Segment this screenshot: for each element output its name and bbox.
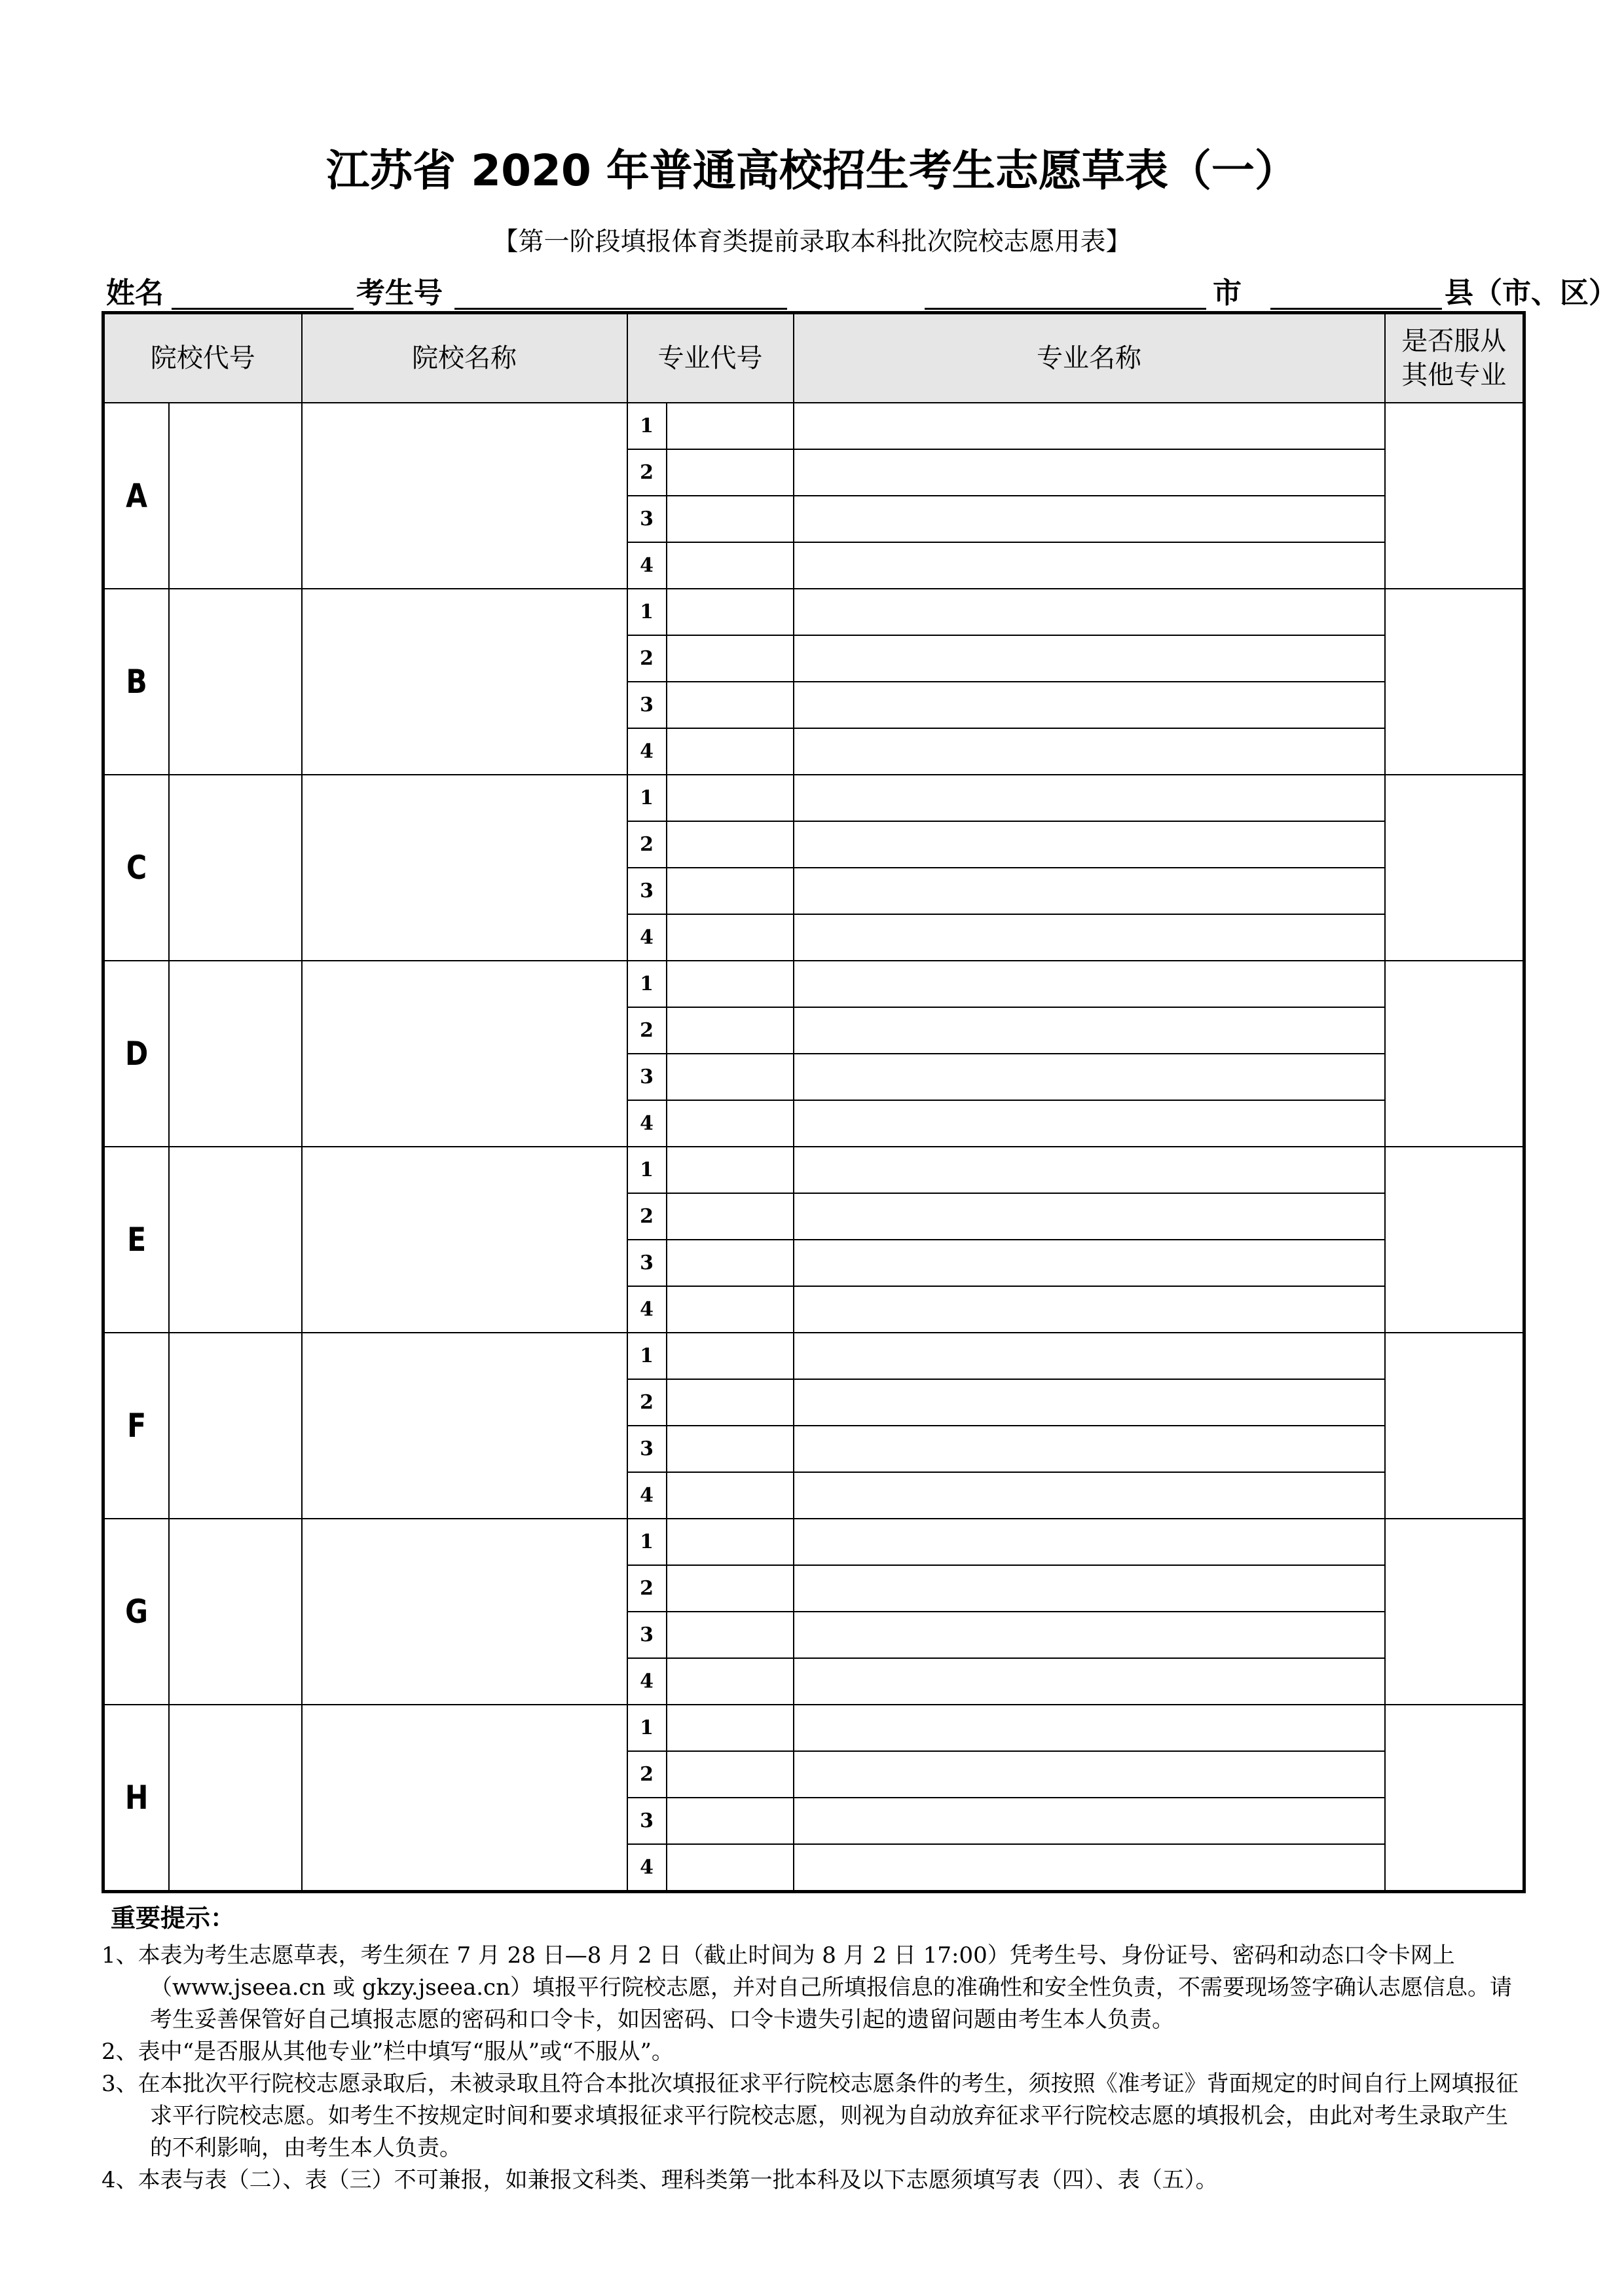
accept-other-major-cell[interactable] (1385, 1519, 1524, 1705)
major-index: 4 (627, 1844, 667, 1892)
table-row (103, 1147, 1524, 1193)
major-index: 3 (627, 1240, 667, 1286)
major-index: 3 (627, 1612, 667, 1658)
major-index: 2 (627, 1379, 667, 1426)
major-name-cell[interactable] (794, 1379, 1385, 1426)
school-code-cell[interactable] (169, 403, 302, 589)
accept-other-major-cell[interactable] (1385, 403, 1524, 589)
accept-other-major-cell[interactable] (1385, 961, 1524, 1147)
table-row (103, 961, 1524, 1007)
major-name-cell[interactable] (794, 1519, 1385, 1565)
header-accept-other-major (1385, 313, 1524, 403)
exam-number-label: 考生号 (356, 276, 443, 310)
major-code-cell[interactable] (667, 868, 794, 914)
major-name-cell[interactable] (794, 1658, 1385, 1705)
table-row (103, 1519, 1524, 1565)
note-item: 4、本表与表（二）、表（三）不可兼报，如兼报文科类、理科类第一批本科及以下志愿须填写表（四）、表（五）。 (101, 2167, 1218, 2193)
school-code-cell[interactable] (169, 1705, 302, 1892)
major-code-cell[interactable] (667, 635, 794, 682)
major-index: 3 (627, 1426, 667, 1472)
group-letter: G (108, 1519, 164, 1705)
major-index: 2 (627, 821, 667, 868)
major-code-cell[interactable] (667, 1658, 794, 1705)
major-name-cell[interactable] (794, 821, 1385, 868)
school-name-cell[interactable] (302, 961, 627, 1147)
major-index: 2 (627, 1193, 667, 1240)
group-letter: H (108, 1705, 164, 1892)
major-code-cell[interactable] (667, 1705, 794, 1751)
major-name-cell[interactable] (794, 775, 1385, 821)
note-item: 1、本表为考生志愿草表，考生须在 7 月 28 日—8 月 2 日（截止时间为 8 月 2 日 17:00）凭考生号、身份证号、密码和动态口令卡网上（www.jseea.cn 或 gkzy.jseea.cn）填报平行院校志愿，并对自己所填报信息的准确性和安全性负责，不需要现场签字确认志愿信息。请考生妥善保管好自己填报志愿的密码和口令卡，如因密码、口令卡遗失引起的遗留问题由考生本人负责。 (101, 1942, 1512, 2033)
major-code-cell[interactable] (667, 1798, 794, 1844)
candidate-info-line (106, 275, 1617, 312)
header-major-code: 专业代号 (627, 313, 794, 403)
major-name-cell[interactable] (794, 1147, 1385, 1193)
table-header-row (103, 313, 1524, 403)
accept-other-major-cell[interactable] (1385, 589, 1524, 775)
group-letter: D (108, 961, 164, 1147)
major-code-cell[interactable] (667, 1054, 794, 1100)
name-label: 姓名 (106, 276, 164, 310)
accept-other-major-cell[interactable] (1385, 1333, 1524, 1519)
county-label: 县（市、区） (1445, 276, 1617, 310)
major-name-cell[interactable] (794, 1472, 1385, 1519)
school-name-cell[interactable] (302, 589, 627, 775)
school-code-cell[interactable] (169, 1147, 302, 1333)
school-code-cell[interactable] (169, 1519, 302, 1705)
major-name-cell[interactable] (794, 1240, 1385, 1286)
major-name-cell[interactable] (794, 1333, 1385, 1379)
note-item: 3、在本批次平行院校志愿录取后，未被录取且符合本批次填报征求平行院校志愿条件的考生，须按照《准考证》背面规定的时间自行上网填报征求平行院校志愿。如考生不按规定时间和要求填报征求平行院校志愿，则视为自动放弃征求平行院校志愿的填报机会，由此对考生录取产生的不利影响，由考生本人负责。 (101, 2071, 1519, 2161)
major-name-cell[interactable] (794, 496, 1385, 542)
table-row (103, 589, 1524, 635)
header-major-name: 专业名称 (794, 313, 1385, 403)
major-index: 1 (627, 1147, 667, 1193)
major-name-cell[interactable] (794, 1426, 1385, 1472)
major-name-cell[interactable] (794, 682, 1385, 728)
accept-other-major-cell[interactable] (1385, 1147, 1524, 1333)
major-index: 4 (627, 542, 667, 589)
major-index: 1 (627, 775, 667, 821)
major-code-cell[interactable] (667, 403, 794, 449)
group-letter: E (108, 1147, 164, 1333)
major-name-cell[interactable] (794, 1751, 1385, 1798)
city-field[interactable] (925, 308, 1206, 310)
major-name-cell[interactable] (794, 1193, 1385, 1240)
school-name-cell[interactable] (302, 775, 627, 961)
major-code-cell[interactable] (667, 1379, 794, 1426)
major-code-cell[interactable] (667, 1472, 794, 1519)
major-code-cell[interactable] (667, 1100, 794, 1147)
major-code-cell[interactable] (667, 1007, 794, 1054)
group-letter: A (108, 403, 164, 589)
major-code-cell[interactable] (667, 1519, 794, 1565)
major-index: 2 (627, 449, 667, 496)
major-index: 3 (627, 682, 667, 728)
school-name-cell[interactable] (302, 403, 627, 589)
important-notes (101, 1902, 1522, 2196)
county-field[interactable] (1270, 308, 1442, 310)
major-index: 4 (627, 1100, 667, 1147)
city-label: 市 (1213, 276, 1242, 310)
major-index: 1 (627, 403, 667, 449)
major-code-cell[interactable] (667, 728, 794, 775)
school-code-cell[interactable] (169, 775, 302, 961)
table-row (103, 775, 1524, 821)
major-name-cell[interactable] (794, 589, 1385, 635)
major-code-cell[interactable] (667, 1286, 794, 1333)
group-letter: F (108, 1333, 164, 1519)
major-code-cell[interactable] (667, 682, 794, 728)
major-index: 3 (627, 868, 667, 914)
name-field[interactable] (172, 308, 354, 310)
school-name-cell[interactable] (302, 1333, 627, 1519)
major-code-cell[interactable] (667, 1612, 794, 1658)
major-index: 1 (627, 589, 667, 635)
table-row (103, 403, 1524, 449)
school-name-cell[interactable] (302, 1519, 627, 1705)
major-index: 4 (627, 1658, 667, 1705)
group-letter: B (108, 589, 164, 775)
page-title: 江苏省 2020 年普通高校招生考生志愿草表（一） (326, 145, 1298, 196)
school-name-cell[interactable] (302, 1147, 627, 1333)
accept-other-major-cell[interactable] (1385, 775, 1524, 961)
major-name-cell[interactable] (794, 914, 1385, 961)
group-letter: C (108, 775, 164, 961)
major-code-cell[interactable] (667, 496, 794, 542)
major-index: 1 (627, 1333, 667, 1379)
major-code-cell[interactable] (667, 1751, 794, 1798)
major-index: 4 (627, 914, 667, 961)
major-index: 4 (627, 1472, 667, 1519)
major-code-cell[interactable] (667, 821, 794, 868)
school-code-cell[interactable] (169, 961, 302, 1147)
major-code-cell[interactable] (667, 1147, 794, 1193)
volunteer-table (101, 311, 1526, 1893)
major-code-cell[interactable] (667, 1240, 794, 1286)
major-index: 4 (627, 1286, 667, 1333)
major-code-cell[interactable] (667, 449, 794, 496)
major-code-cell[interactable] (667, 775, 794, 821)
note-item: 2、表中“是否服从其他专业”栏中填写“服从”或“不服从”。 (101, 2039, 674, 2065)
major-code-cell[interactable] (667, 1844, 794, 1892)
major-code-cell[interactable] (667, 1565, 794, 1612)
major-name-cell[interactable] (794, 1844, 1385, 1892)
major-code-cell[interactable] (667, 914, 794, 961)
table-row (103, 1705, 1524, 1751)
exam-number-field[interactable] (454, 308, 787, 310)
major-index: 1 (627, 1519, 667, 1565)
major-index: 2 (627, 1565, 667, 1612)
major-name-cell[interactable] (794, 868, 1385, 914)
major-index: 3 (627, 496, 667, 542)
page-subtitle: 【第一阶段填报体育类提前录取本科批次院校志愿用表】 (492, 227, 1132, 257)
table-row (103, 1333, 1524, 1379)
major-name-cell[interactable] (794, 1798, 1385, 1844)
major-code-cell[interactable] (667, 1426, 794, 1472)
major-code-cell[interactable] (667, 1193, 794, 1240)
major-name-cell[interactable] (794, 1565, 1385, 1612)
major-index: 2 (627, 635, 667, 682)
major-index: 1 (627, 961, 667, 1007)
major-name-cell[interactable] (794, 1054, 1385, 1100)
major-name-cell[interactable] (794, 1705, 1385, 1751)
major-name-cell[interactable] (794, 961, 1385, 1007)
major-index: 3 (627, 1798, 667, 1844)
header-school-code: 院校代号 (103, 313, 302, 403)
accept-other-major-cell[interactable] (1385, 1705, 1524, 1892)
school-name-cell[interactable] (302, 1705, 627, 1892)
major-name-cell[interactable] (794, 1007, 1385, 1054)
major-name-cell[interactable] (794, 635, 1385, 682)
major-name-cell[interactable] (794, 542, 1385, 589)
major-name-cell[interactable] (794, 403, 1385, 449)
major-code-cell[interactable] (667, 542, 794, 589)
major-name-cell[interactable] (794, 449, 1385, 496)
major-index: 1 (627, 1705, 667, 1751)
major-name-cell[interactable] (794, 1612, 1385, 1658)
major-name-cell[interactable] (794, 1286, 1385, 1333)
table-body (103, 403, 1524, 1892)
major-code-cell[interactable] (667, 1333, 794, 1379)
major-index: 2 (627, 1007, 667, 1054)
major-name-cell[interactable] (794, 728, 1385, 775)
major-name-cell[interactable] (794, 1100, 1385, 1147)
header-accept-other-major-text: 是否服从其他专业 (1401, 326, 1507, 390)
header-school-name: 院校名称 (302, 313, 627, 403)
school-code-cell[interactable] (169, 1333, 302, 1519)
major-code-cell[interactable] (667, 961, 794, 1007)
school-code-cell[interactable] (169, 589, 302, 775)
major-index: 4 (627, 728, 667, 775)
major-index: 2 (627, 1751, 667, 1798)
major-index: 3 (627, 1054, 667, 1100)
notes-title: 重要提示： (111, 1904, 236, 1933)
major-code-cell[interactable] (667, 589, 794, 635)
